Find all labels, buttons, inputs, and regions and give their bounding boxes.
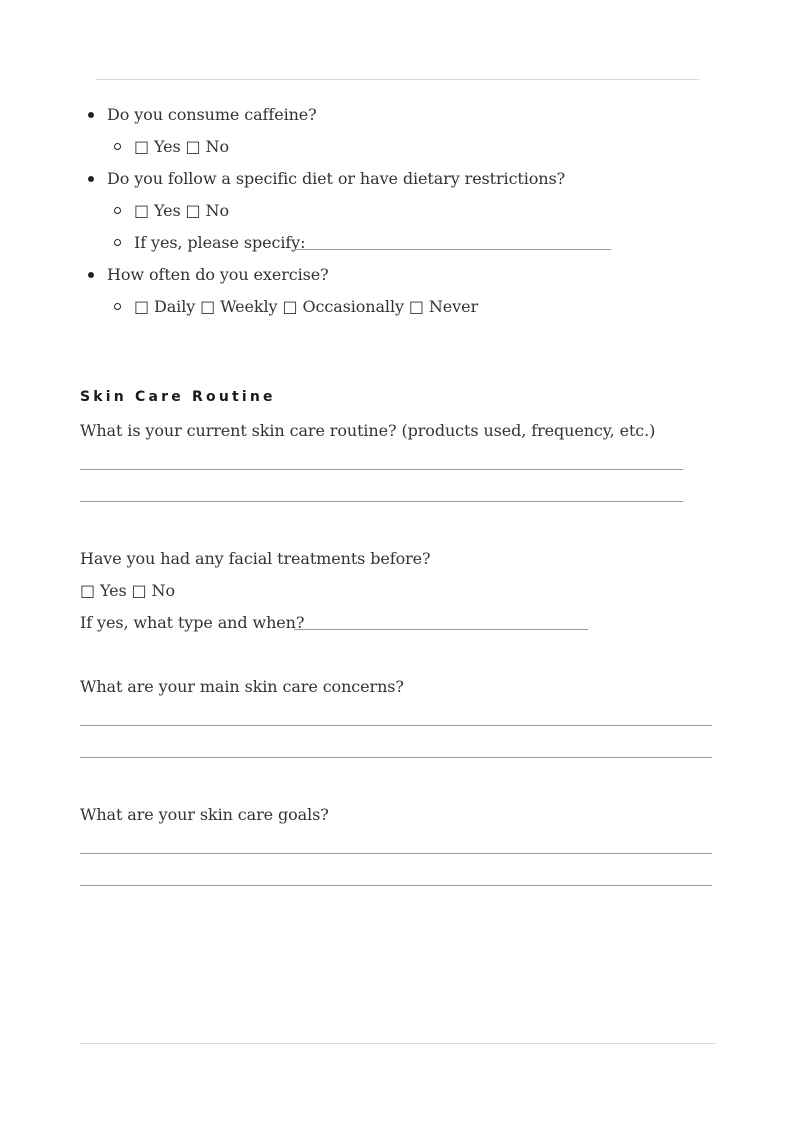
bullet-circle bbox=[114, 303, 121, 310]
treatments-options[interactable]: □ Yes □ No bbox=[80, 581, 175, 600]
diet-specify-field[interactable] bbox=[296, 249, 611, 250]
bullet-circle bbox=[114, 207, 121, 214]
concerns-question: What are your main skin care concerns? bbox=[80, 677, 404, 696]
treatments-followup-field[interactable] bbox=[294, 629, 588, 630]
section-heading-skin-care: Skin Care Routine bbox=[80, 389, 276, 405]
bullet-disc bbox=[88, 112, 94, 118]
diet-question: Do you follow a specific diet or have dietary restrictions? bbox=[107, 169, 566, 188]
goals-answer-line-2[interactable] bbox=[80, 885, 712, 886]
routine-answer-line-2[interactable] bbox=[80, 501, 683, 502]
treatments-question: Have you had any facial treatments before? bbox=[80, 549, 431, 568]
concerns-answer-line-2[interactable] bbox=[80, 757, 712, 758]
exercise-options[interactable]: □ Daily □ Weekly □ Occasionally □ Never bbox=[134, 297, 479, 316]
goals-question: What are your skin care goals? bbox=[80, 805, 329, 824]
bullet-disc bbox=[88, 176, 94, 182]
goals-answer-line-1[interactable] bbox=[80, 853, 712, 854]
caffeine-question: Do you consume caffeine? bbox=[107, 105, 317, 124]
bullet-circle bbox=[114, 143, 121, 150]
treatments-followup: If yes, what type and when? bbox=[80, 613, 305, 632]
bullet-circle bbox=[114, 239, 121, 246]
bottom-separator bbox=[80, 1043, 715, 1044]
concerns-answer-line-1[interactable] bbox=[80, 725, 712, 726]
bullet-disc bbox=[88, 272, 94, 278]
caffeine-options[interactable]: □ Yes □ No bbox=[134, 137, 229, 156]
routine-answer-line-1[interactable] bbox=[80, 469, 683, 470]
diet-options[interactable]: □ Yes □ No bbox=[134, 201, 229, 220]
exercise-question: How often do you exercise? bbox=[107, 265, 329, 284]
routine-question: What is your current skin care routine? (products used, frequency, etc.) bbox=[80, 421, 656, 440]
top-separator bbox=[96, 79, 699, 80]
diet-specify-label: If yes, please specify: bbox=[134, 233, 306, 252]
